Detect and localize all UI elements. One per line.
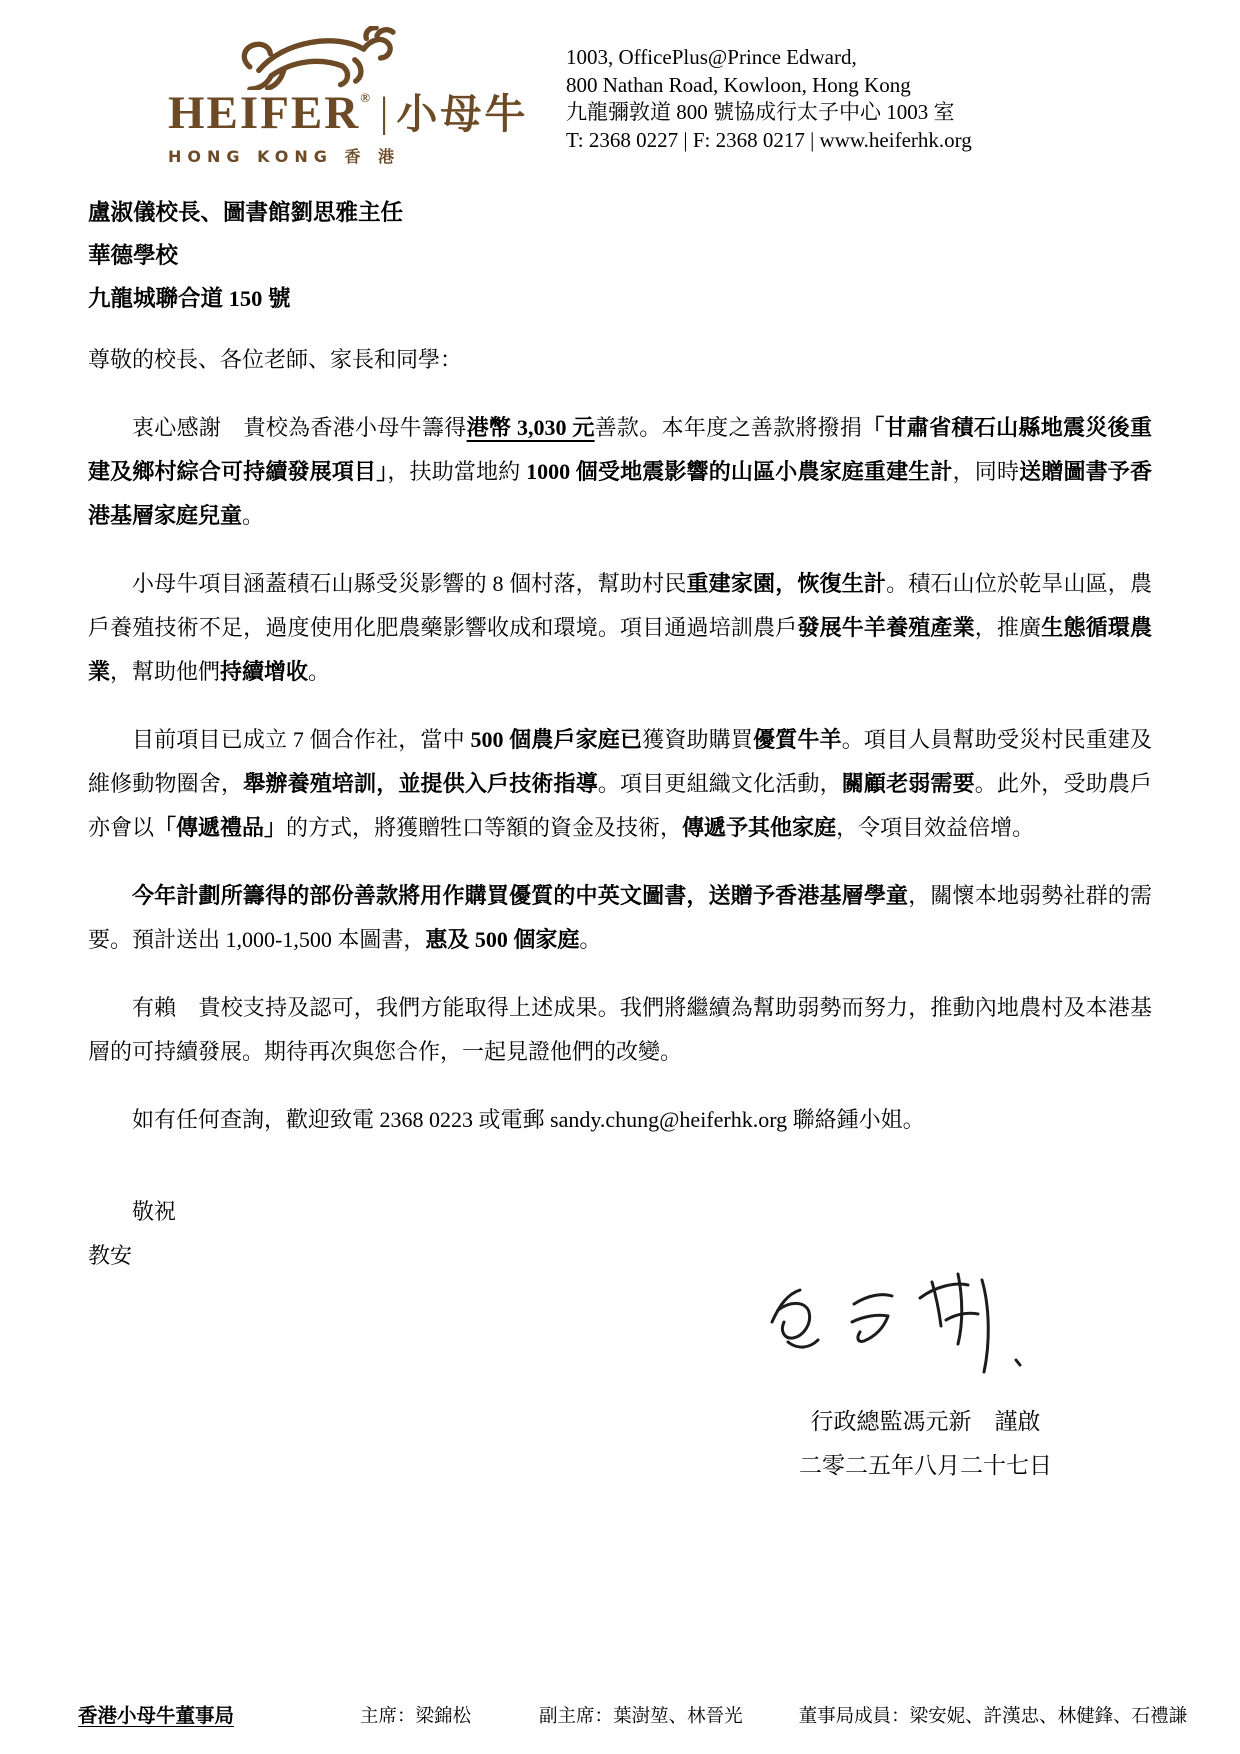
heifer-logo [168, 26, 529, 167]
org-address-block [566, 26, 1152, 154]
logo-subtitle [168, 144, 478, 167]
address-line-2: 800 Nathan Road, Kowloon, Hong Kong [566, 72, 911, 97]
board-members-label: 董事局成員： [798, 1707, 910, 1727]
closing-blessing: 敬祝 [132, 1199, 177, 1224]
board-footer [78, 1700, 1188, 1728]
board-chairman-name: 梁錦松 [415, 1707, 472, 1727]
board-chairman [360, 1702, 471, 1728]
body-paragraph-donation: 衷心感謝 貴校為香港小母牛籌得港幣 3,030 元善款。本年度之善款將撥捐「甘肅省積石山縣地震災後重建及鄉村綜合可持續發展項目」，扶助當地約 1000 個受地震影響的山區小農家庭重建生計，同時送贈圖書予香港基層家庭兒童。 [88, 415, 1152, 528]
body-paragraph-thanks: 有賴 貴校支持及認可，我們方能取得上述成果。我們將繼續為幫助弱勢而努力，推動內地農村及本港基層的可持續發展。期待再次與您合作，一起見證他們的改變。 [88, 995, 1152, 1064]
board-title: 香港小母牛董事局 [78, 1706, 235, 1727]
logo-sub-cn: 香 港 [344, 147, 401, 166]
logo-sub-en: HONG KONG [168, 147, 333, 166]
logo-divider: | [379, 90, 389, 136]
board-chairman-label: 主席： [360, 1707, 416, 1727]
registered-trademark-icon: ® [360, 90, 370, 105]
logo-brand-cn: 小母牛 [396, 90, 529, 138]
address-contact-line: T: 2368 0227 | F: 2368 0217 | www.heiferhk.org [566, 127, 972, 152]
salutation: 尊敬的校長、各位老師、家長和同學： [88, 347, 463, 372]
signoff-block [88, 1400, 1152, 1488]
recipient-school: 華德學校 [88, 243, 179, 268]
body-paragraph-progress: 目前項目已成立 7 個合作社，當中 500 個農戶家庭已獲資助購買優質牛羊。項目人員幫助受災村民重建及維修動物圈舍，舉辦養殖培訓，並提供入戶技術指導。項目更組織文化活動，關顧老弱需要。此外，受助農戶亦會以「傳遞禮品」的方式，將獲贈牲口等額的資金及技術，傳遞予其他家庭，令項目效益倍增。 [88, 727, 1152, 840]
board-members-names: 梁安妮、許漢忠、林健鋒、石禮謙 [909, 1707, 1188, 1727]
closing-wish: 教安 [88, 1243, 133, 1268]
body-paragraph-books: 今年計劃所籌得的部份善款將用作購買優質的中英文圖書，送贈予香港基層學童，關懷本地弱勢社群的需要。預計送出 1,000-1,500 本圖書，惠及 500 個家庭。 [88, 883, 1152, 952]
logo-wordmark [168, 87, 529, 139]
board-vice-chairmen [539, 1702, 743, 1728]
address-line-1: 1003, OfficePlus@Prince Edward, [566, 45, 857, 69]
board-vice-label: 副主席： [539, 1707, 614, 1727]
letter-body [88, 406, 1152, 1142]
signoff-date-line: 二零二五年八月二十七日 [799, 1453, 1052, 1478]
board-members [799, 1702, 1188, 1728]
recipient-address: 九龍城聯合道 150 號 [88, 286, 291, 311]
handwritten-signature [754, 1260, 1034, 1390]
recipient-names: 盧淑儀校長、圖書館劉思雅主任 [88, 200, 404, 225]
signature-row [88, 1278, 1152, 1398]
signoff-name-line: 行政總監馮元新 謹啟 [810, 1409, 1041, 1434]
board-vice-names: 葉澍堃、林晉光 [613, 1707, 743, 1727]
letter-header [88, 26, 1152, 167]
logo-brand-en: HEIFER [168, 87, 361, 139]
recipient-block [88, 191, 1152, 320]
address-line-3: 九龍彌敦道 800 號協成行太子中心 1003 室 [566, 100, 955, 124]
body-paragraph-project: 小母牛項目涵蓋積石山縣受災影響的 8 個村落，幫助村民重建家園，恢復生計。積石山位於乾旱山區，農戶養殖技術不足，過度使用化肥農藥影響收成和環境。項目通過培訓農戶發展牛羊養殖產業，推廣生態循環農業，幫助他們持續增收。 [88, 571, 1152, 684]
leaping-cow-icon [226, 26, 416, 90]
body-paragraph-contact: 如有任何查詢，歡迎致電 2368 0223 或電郵 sandy.chung@heiferhk.org 聯絡鍾小姐。 [132, 1107, 925, 1132]
